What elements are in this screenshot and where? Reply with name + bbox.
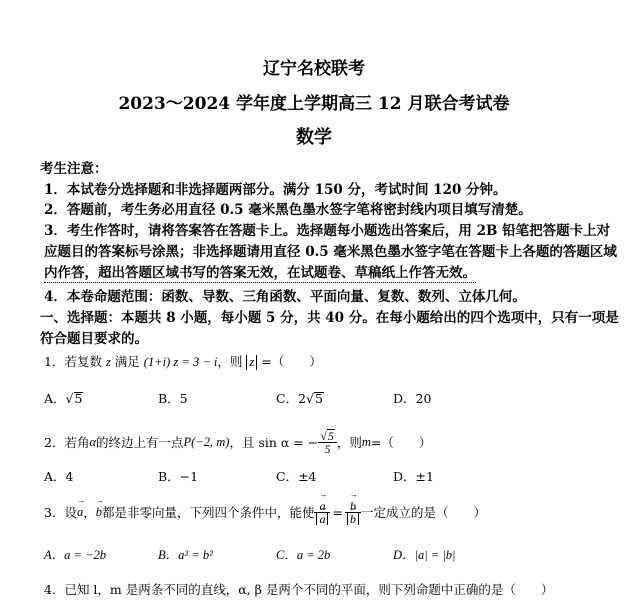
q2-sin: ，且 sin α = − bbox=[229, 435, 319, 450]
q1-option-d: D．20 bbox=[393, 391, 432, 406]
q1-then: ，则 bbox=[217, 354, 243, 369]
q3-comma: ， bbox=[83, 505, 96, 520]
q3-option-d: D．|a| = |b| bbox=[393, 548, 456, 562]
q2-fraction: $\frac{√5}{5}$ bbox=[318, 429, 337, 455]
q2-then: ，则 bbox=[336, 435, 362, 450]
q3-option-c: C．a = 2b bbox=[276, 548, 331, 562]
q2-option-d: D．±1 bbox=[393, 469, 434, 484]
q2-m: m bbox=[361, 434, 371, 449]
q1-option-b: B．5 bbox=[158, 391, 188, 406]
q1-prefix: 1．若复数 bbox=[44, 354, 102, 369]
q3-frac-b-den: → b bbox=[350, 513, 356, 525]
q3-frac-a-num: → a bbox=[319, 500, 325, 512]
q2-tail: =（ ） bbox=[370, 435, 432, 450]
exam-subject: 数学 bbox=[296, 127, 332, 148]
note-3-line3-text: 内作答，超出答题区域书写的答案无效，在试题卷、草稿纸上作答无效。 bbox=[44, 265, 476, 281]
q2-option-a: A．4 bbox=[44, 469, 74, 484]
question-2 bbox=[44, 425, 431, 459]
note-3-line1: 3．考生作答时，请将答案答在答题卡上。选择题每小题选出答案后，用 2B 铅笔把答题卡上对 bbox=[44, 223, 611, 239]
q2-alpha: α bbox=[89, 434, 97, 449]
q1-option-c-label: C．2 bbox=[276, 391, 307, 406]
q3-prefix: 3．设 bbox=[44, 505, 77, 520]
q3-frac-b bbox=[345, 500, 361, 525]
section1-line2: 符合题目要求的。 bbox=[40, 331, 148, 347]
q2-mid: 的终边上有一点 bbox=[96, 435, 184, 450]
q1-var: z bbox=[105, 355, 111, 369]
note-3-line2: 应题目的答案标号涂黑；非选择题请用直径 0.5 毫米黑色墨水签字笔在答题卡上各题的答题区域 bbox=[44, 244, 617, 260]
q1-equation: (1+i) z = 3 − i bbox=[143, 355, 218, 369]
q1-option-a: A．√5 bbox=[44, 391, 83, 406]
question-3: 3．设 → a ， → b 都是非零向量，下列四个条件中，能使 → a → a = → b → b 一定成立的是（ ） bbox=[44, 492, 486, 532]
exam-title: 2023～2024 学年度上学期高三 12 月联合考试卷 bbox=[118, 94, 510, 114]
q2-frac-den: 5 bbox=[324, 442, 331, 456]
note-4: 4．本卷命题范围：函数、导数、三角函数、平面向量、复数、数列、立体几何。 bbox=[44, 289, 526, 305]
question-4: 4．已知 l，m 是两条不同的直线，α, β 是两个不同的平面，则下列命题中正确的是（ ） bbox=[44, 582, 554, 597]
q1-mid: 满足 bbox=[114, 354, 140, 369]
note-2: 2．答题前，考生务必用直径 0.5 毫米黑色墨水签字笔将密封线内项目填写清楚。 bbox=[44, 202, 532, 218]
q1-option-a-value: 5 bbox=[74, 391, 83, 406]
exam-school: 辽宁名校联考 bbox=[263, 59, 365, 79]
q2-option-c: C．±4 bbox=[276, 469, 317, 484]
q2-option-b: B．−1 bbox=[158, 469, 199, 484]
q3-option-a: A．a = −2b bbox=[44, 548, 107, 562]
q2-prefix: 2．若角 bbox=[44, 435, 90, 450]
q1-option-c-value: 5 bbox=[315, 391, 323, 406]
q3-vec-a: → a bbox=[77, 505, 83, 520]
q2-frac-num: 5 bbox=[327, 429, 334, 443]
q1-abs: z bbox=[246, 355, 257, 370]
q3-frac-b-num: → b bbox=[350, 500, 356, 512]
note-3-line3 bbox=[44, 261, 476, 281]
question-1 bbox=[44, 352, 322, 370]
notes-heading: 考生注意： bbox=[40, 161, 108, 177]
q3-frac-a-den: → a bbox=[319, 513, 325, 525]
q1-option-c: C．2√5 bbox=[276, 391, 323, 406]
q3-frac-a bbox=[314, 500, 330, 525]
q1-option-a-label: A． bbox=[44, 391, 66, 406]
q3-mid: 都是非零向量，下列四个条件中，能使 bbox=[101, 505, 315, 520]
note-1: 1．本试卷分选择题和非选择题两部分。满分 150 分，考试时间 120 分钟。 bbox=[44, 182, 507, 198]
q1-tail: =（ ） bbox=[261, 354, 322, 369]
q3-vec-b: → b bbox=[96, 505, 102, 520]
section1-line1: 一、选择题：本题共 8 小题，每小题 5 分，共 40 分。在每小题给出的四个选项中，只有一项是 bbox=[40, 310, 619, 326]
q2-point: P(−2, m) bbox=[183, 434, 230, 449]
q3-option-b: B．a² = b² bbox=[158, 548, 213, 562]
q3-tail: 一定成立的是（ ） bbox=[360, 505, 486, 520]
